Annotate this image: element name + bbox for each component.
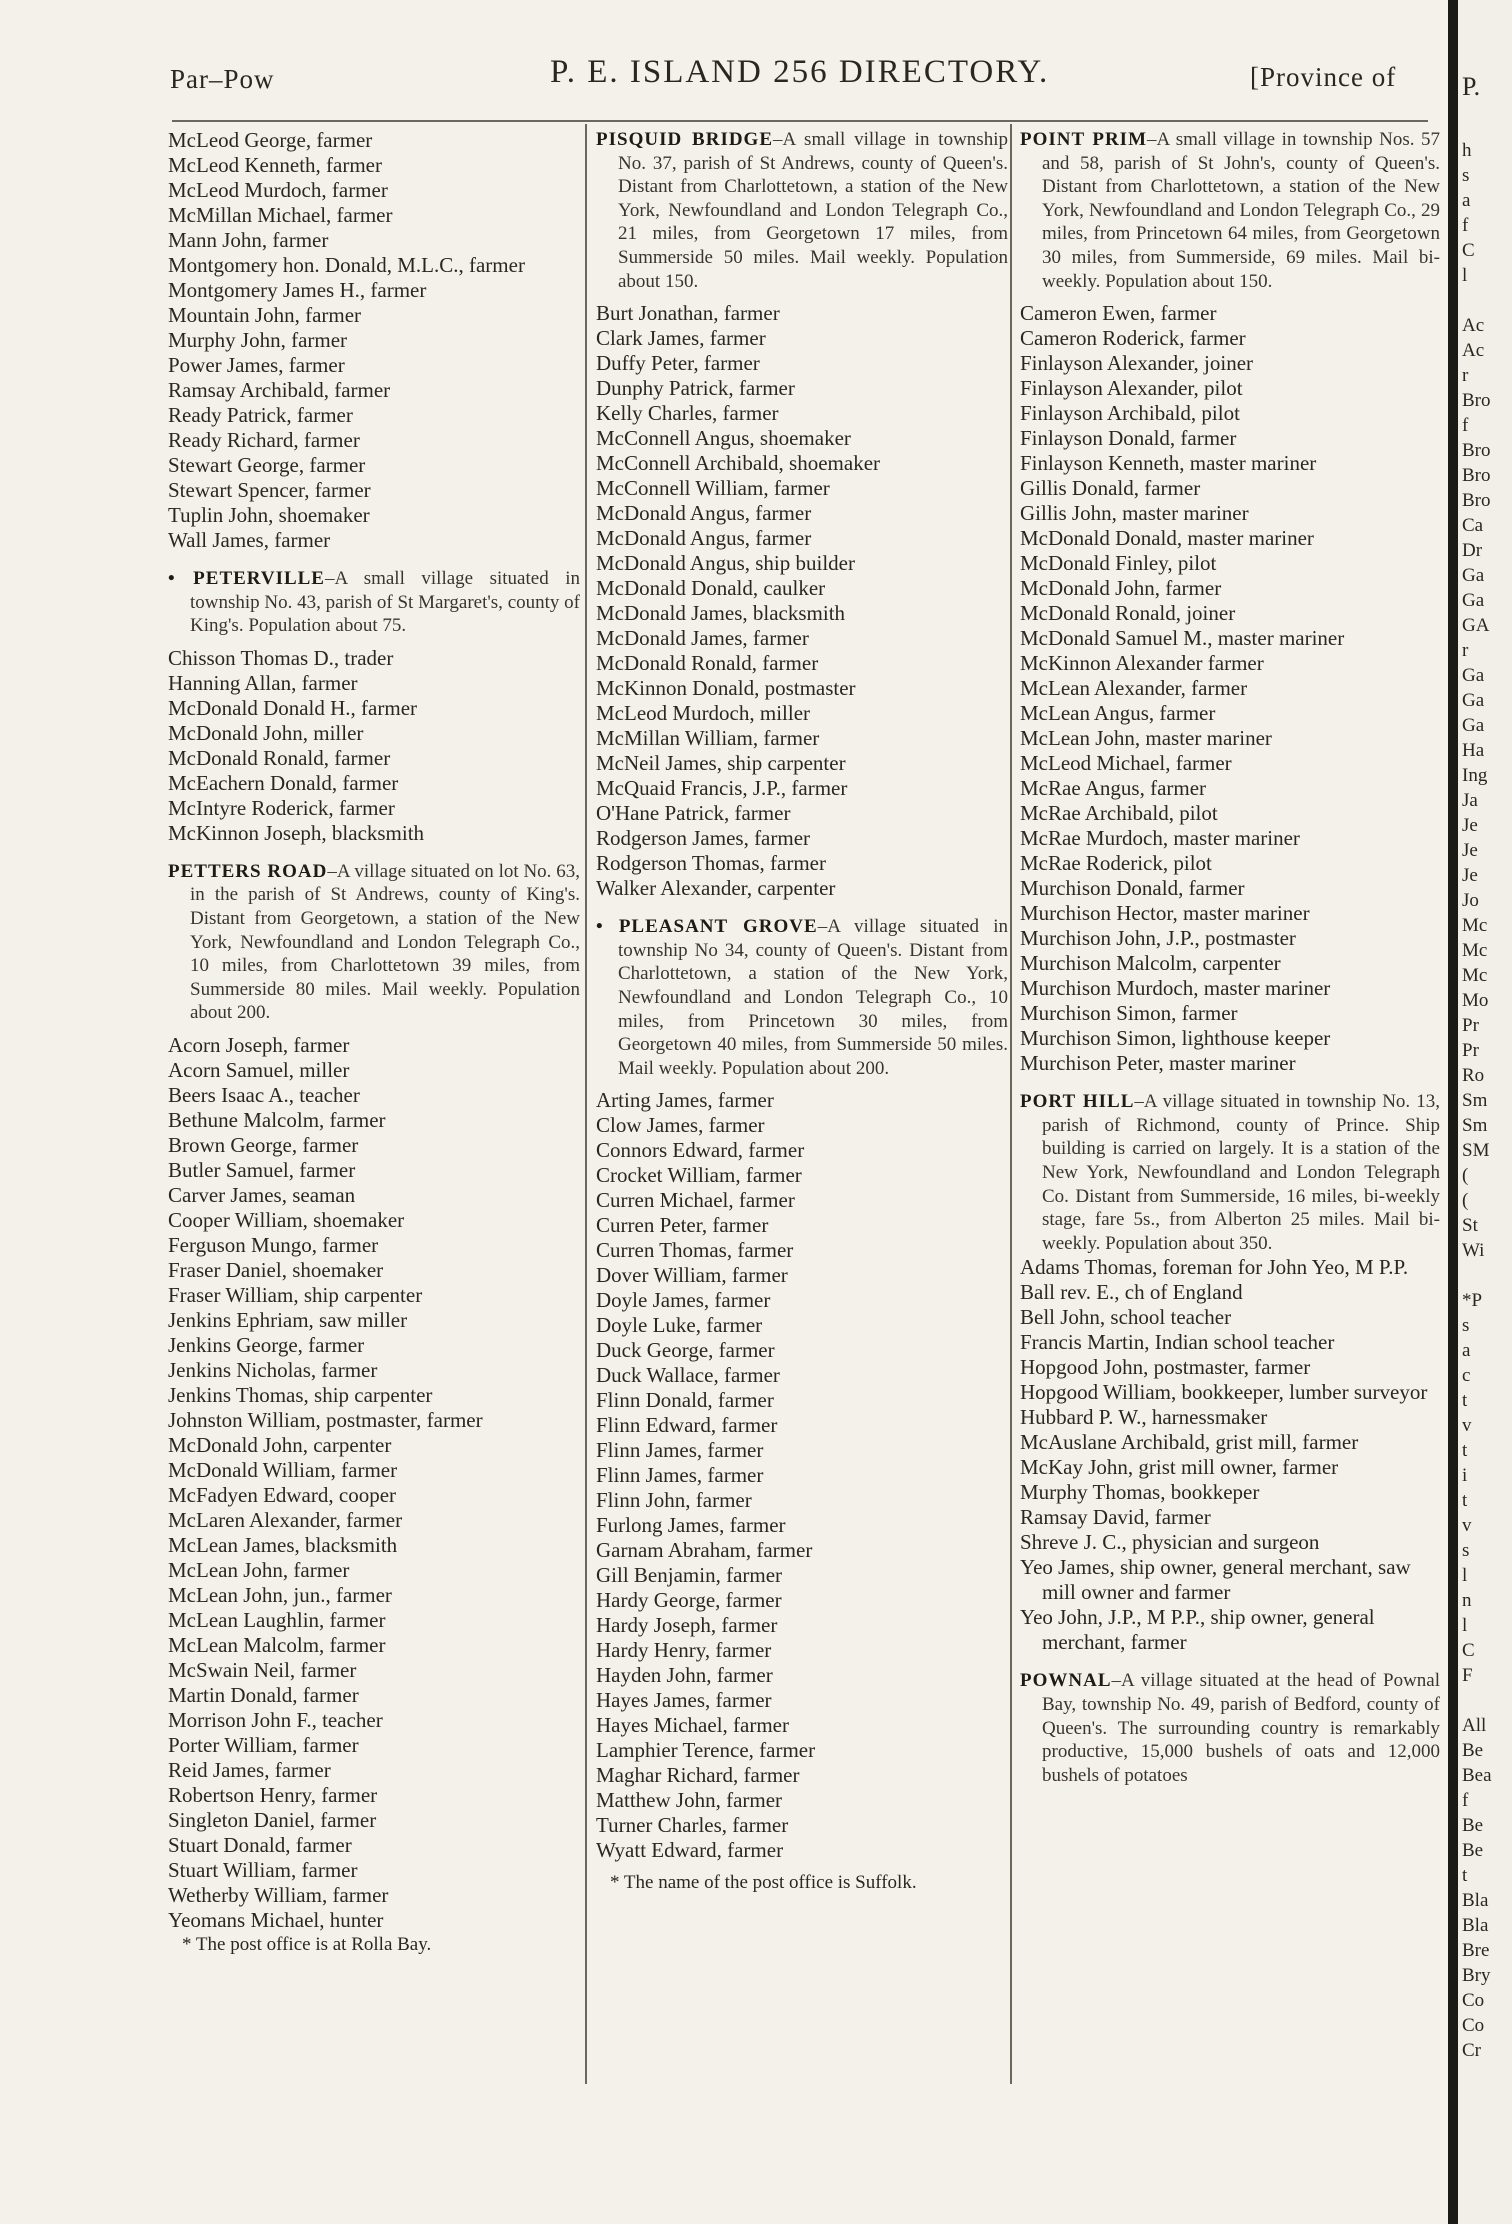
directory-entry: McDonald James, farmer bbox=[596, 626, 809, 651]
directory-entry: Montgomery hon. Donald, M.L.C., farmer bbox=[168, 253, 525, 277]
directory-entry: Jenkins Thomas, ship carpenter bbox=[168, 1382, 433, 1407]
directory-entry: Hayden John, farmer bbox=[596, 1663, 773, 1688]
next-page-fragment: Mo bbox=[1462, 990, 1489, 1011]
place-entry-pisquid-bridge bbox=[596, 128, 1008, 293]
next-page-fragment: Ac bbox=[1462, 340, 1485, 361]
directory-entry: Flinn Donald, farmer bbox=[596, 1388, 774, 1413]
directory-entry: McLeod George, farmer bbox=[168, 128, 373, 152]
next-page-fragment: Ro bbox=[1462, 1065, 1485, 1086]
directory-entry: McQuaid Francis, J.P., farmer bbox=[596, 776, 848, 801]
footnote: * The post office is at Rolla Bay. bbox=[182, 1933, 432, 1955]
directory-entry: Murchison Murdoch, master mariner bbox=[1020, 976, 1331, 1001]
directory-entry: Furlong James, farmer bbox=[596, 1513, 786, 1538]
directory-entry: Johnston William, postmaster, farmer bbox=[168, 1407, 483, 1432]
directory-entry: Yeomans Michael, hunter bbox=[168, 1907, 384, 1932]
directory-entry: McRae Archibald, pilot bbox=[1020, 801, 1218, 826]
next-page-fragment: Ca bbox=[1462, 515, 1484, 536]
column-2 bbox=[596, 128, 1008, 1895]
next-page-fragment: Mc bbox=[1462, 940, 1488, 961]
entry-list bbox=[596, 1088, 1008, 1863]
directory-entry: McKinnon Donald, postmaster bbox=[596, 676, 856, 701]
entry-list bbox=[168, 646, 580, 846]
place-entry-port-hill bbox=[1020, 1090, 1440, 1255]
place-description: –A small village in township No. 37, parish of St Andrews, county of Queen's. Distant from Charlottetown, a station of the New York, Newfoundland and London Telegraph Co., 21 miles, from Georgetown 17 miles, from Summerside 50 miles. Mail weekly. Population about 150. bbox=[618, 129, 1008, 292]
directory-entry: Jenkins George, farmer bbox=[168, 1332, 365, 1357]
next-page-fragment: a bbox=[1462, 190, 1471, 211]
directory-entry: Beers Isaac A., teacher bbox=[168, 1082, 360, 1107]
page-header bbox=[170, 52, 1430, 112]
book-gutter bbox=[1448, 0, 1458, 2224]
next-page-fragment: h bbox=[1462, 140, 1472, 161]
directory-entry: O'Hane Patrick, farmer bbox=[596, 801, 791, 826]
next-page-fragment: Ha bbox=[1462, 740, 1485, 761]
next-page-fragment: Co bbox=[1462, 1990, 1485, 2011]
directory-entry: McRae Murdoch, master mariner bbox=[1020, 826, 1300, 851]
directory-entry: Yeo John, J.P., M P.P., ship owner, general merchant, farmer bbox=[1020, 1605, 1375, 1655]
directory-entry: Hayes Michael, farmer bbox=[596, 1713, 789, 1738]
place-entry-peterville bbox=[168, 567, 580, 638]
next-page-fragment: Ing bbox=[1462, 765, 1488, 786]
directory-entry: Duffy Peter, farmer bbox=[596, 351, 760, 376]
next-page-fragment: ( bbox=[1462, 1190, 1469, 1211]
directory-entry: McDonald Ronald, farmer bbox=[168, 745, 391, 770]
column-divider-2 bbox=[1010, 124, 1012, 2084]
directory-entry: Cameron Ewen, farmer bbox=[1020, 301, 1217, 326]
header-title: P. E. ISLAND 256 DIRECTORY. bbox=[550, 54, 1050, 90]
next-page-fragment: Mc bbox=[1462, 915, 1488, 936]
directory-entry: Doyle James, farmer bbox=[596, 1288, 771, 1313]
directory-entry: Garnam Abraham, farmer bbox=[596, 1538, 813, 1563]
directory-entry: McDonald Angus, ship builder bbox=[596, 551, 855, 576]
place-description: –A village situated in township No 34, county of Queen's. Distant from Charlottetown, a station of the New York, Newfoundland and London Telegraph Co., 10 miles, from Princetown 30 miles, from Georgetown 40 miles, from Summerside 50 miles. Mail weekly. Population about 200. bbox=[618, 916, 1008, 1079]
directory-entry: Mountain John, farmer bbox=[168, 303, 362, 327]
directory-entry: McDonald Finley, pilot bbox=[1020, 551, 1217, 576]
directory-entry: McMillan Michael, farmer bbox=[168, 203, 393, 227]
directory-entry: Flinn James, farmer bbox=[596, 1463, 764, 1488]
next-page-fragment: All bbox=[1462, 1715, 1487, 1736]
directory-entry: Gill Benjamin, farmer bbox=[596, 1563, 783, 1588]
next-page-fragment: r bbox=[1462, 365, 1469, 386]
next-page-fragment: Bro bbox=[1462, 465, 1491, 486]
next-page-fragment: l bbox=[1462, 265, 1468, 286]
next-page-fragment: Be bbox=[1462, 1840, 1484, 1861]
next-page-fragment: Bea bbox=[1462, 1765, 1492, 1786]
next-page-fragment: Ja bbox=[1462, 790, 1478, 811]
directory-entry: Gillis John, master mariner bbox=[1020, 501, 1249, 526]
directory-entry: Stuart Donald, farmer bbox=[168, 1832, 352, 1857]
directory-entry: Porter William, farmer bbox=[168, 1732, 359, 1757]
next-page-fragment: Dr bbox=[1462, 540, 1483, 561]
directory-entry: Finlayson Kenneth, master mariner bbox=[1020, 451, 1317, 476]
directory-entry: Walker Alexander, carpenter bbox=[596, 876, 836, 901]
directory-entry: McDonald James, blacksmith bbox=[596, 601, 846, 626]
directory-entry: Murchison Malcolm, carpenter bbox=[1020, 951, 1281, 976]
directory-entry: Gillis Donald, farmer bbox=[1020, 476, 1201, 501]
directory-entry: Ferguson Mungo, farmer bbox=[168, 1232, 379, 1257]
directory-entry: McLean Malcolm, farmer bbox=[168, 1632, 386, 1657]
next-page-edge bbox=[1458, 0, 1512, 2224]
next-page-fragment: Pr bbox=[1462, 1040, 1479, 1061]
next-page-fragment: Ga bbox=[1462, 715, 1485, 736]
directory-entry: Cooper William, shoemaker bbox=[168, 1207, 405, 1232]
place-name: POINT PRIM bbox=[1020, 129, 1148, 150]
directory-entry: Burt Jonathan, farmer bbox=[596, 301, 780, 326]
next-page-fragment: Bre bbox=[1462, 1940, 1490, 1961]
directory-entry: Clark James, farmer bbox=[596, 326, 766, 351]
place-name: PETTERS ROAD bbox=[168, 860, 328, 882]
directory-entry: Hopgood John, postmaster, farmer bbox=[1020, 1355, 1311, 1380]
directory-entry: Rodgerson Thomas, farmer bbox=[596, 851, 826, 876]
next-page-fragment: Bla bbox=[1462, 1890, 1489, 1911]
directory-entry: McDonald John, farmer bbox=[1020, 576, 1222, 601]
directory-entry: Yeo James, ship owner, general merchant, saw mill owner and farmer bbox=[1020, 1555, 1411, 1605]
directory-entry: McLeod Murdoch, miller bbox=[596, 701, 811, 726]
directory-entry: McDonald Angus, farmer bbox=[596, 501, 812, 526]
directory-entry: Montgomery James H., farmer bbox=[168, 278, 427, 302]
directory-entry: McDonald John, carpenter bbox=[168, 1432, 392, 1457]
directory-entry: McLean John, farmer bbox=[168, 1557, 350, 1582]
place-description: –A village situated in township No. 13, parish of Richmond, county of Prince. Ship building is carried on largely. It is a station of the New York, Newfoundland and London Telegraph Co. Distant from Summerside, 16 miles, bi-weekly stage, fare 5s., from Alberton 25 miles. Mail bi-weekly. Population about 350. bbox=[1042, 1091, 1440, 1254]
next-page-fragment: n bbox=[1462, 1590, 1472, 1611]
next-page-fragment: Bro bbox=[1462, 490, 1491, 511]
directory-entry: McDonald William, farmer bbox=[168, 1457, 398, 1482]
directory-entry: McLeod Michael, farmer bbox=[1020, 751, 1232, 776]
next-page-fragment: SM bbox=[1462, 1140, 1490, 1161]
directory-entry: Ball rev. E., ch of England bbox=[1020, 1280, 1243, 1305]
place-description: –A small village situated in township No. 43, parish of St Margaret's, county of King's. Population about 75. bbox=[190, 568, 581, 637]
directory-entry: Murphy Thomas, bookkeper bbox=[1020, 1480, 1260, 1505]
directory-entry: Francis Martin, Indian school teacher bbox=[1020, 1330, 1335, 1355]
directory-entry: McRae Angus, farmer bbox=[1020, 776, 1207, 801]
directory-entry: Rodgerson James, farmer bbox=[596, 826, 811, 851]
next-page-fragment: C bbox=[1462, 240, 1475, 261]
directory-entry: Brown George, farmer bbox=[168, 1132, 359, 1157]
next-page-fragment: Co bbox=[1462, 2015, 1485, 2036]
directory-entry: Tuplin John, shoemaker bbox=[168, 503, 370, 527]
entry-list bbox=[168, 128, 580, 553]
directory-entry: McDonald Donald, caulker bbox=[596, 576, 826, 601]
directory-entry: Lamphier Terence, farmer bbox=[596, 1738, 816, 1763]
directory-entry: Hardy Henry, farmer bbox=[596, 1638, 772, 1663]
directory-entry: Mann John, farmer bbox=[168, 228, 329, 252]
directory-entry: Hardy Joseph, farmer bbox=[596, 1613, 778, 1638]
directory-entry: Murchison Donald, farmer bbox=[1020, 876, 1245, 901]
next-page-fragment: Ga bbox=[1462, 665, 1485, 686]
header-range: Par–Pow bbox=[170, 64, 275, 94]
next-page-fragment: s bbox=[1462, 1540, 1470, 1561]
directory-entry: McAuslane Archibald, grist mill, farmer bbox=[1020, 1430, 1359, 1455]
directory-entry: Cameron Roderick, farmer bbox=[1020, 326, 1246, 351]
next-page-fragment: Sm bbox=[1462, 1115, 1488, 1136]
directory-entry: Duck Wallace, farmer bbox=[596, 1363, 780, 1388]
directory-entry: Bell John, school teacher bbox=[1020, 1305, 1232, 1330]
next-page-fragment: s bbox=[1462, 165, 1470, 186]
directory-entry: Robertson Henry, farmer bbox=[168, 1782, 378, 1807]
directory-entry: McKinnon Joseph, blacksmith bbox=[168, 820, 425, 845]
next-page-fragment: v bbox=[1462, 1415, 1472, 1436]
directory-entry: Reid James, farmer bbox=[168, 1757, 331, 1782]
directory-entry: Fraser Daniel, shoemaker bbox=[168, 1257, 384, 1282]
next-page-fragment: f bbox=[1462, 1790, 1469, 1811]
directory-entry: McDonald Angus, farmer bbox=[596, 526, 812, 551]
directory-entry: Chisson Thomas D., trader bbox=[168, 645, 394, 670]
directory-entry: McMillan William, farmer bbox=[596, 726, 820, 751]
place-name: • PETERVILLE bbox=[168, 568, 325, 589]
next-page-fragment: Ga bbox=[1462, 590, 1485, 611]
next-page-fragment: Bro bbox=[1462, 390, 1491, 411]
directory-entry: Finlayson Alexander, joiner bbox=[1020, 351, 1254, 376]
next-page-fragment: v bbox=[1462, 1515, 1472, 1536]
directory-entry: Murchison Peter, master mariner bbox=[1020, 1051, 1296, 1076]
next-page-fragment: s bbox=[1462, 1315, 1470, 1336]
place-description: –A village situated on lot No. 63, in the parish of St Andrews, county of King's. Distant from Georgetown, a station of the New York, Newfoundland and London Telegraph Co., 10 miles, from Charlottetown 39 miles, from Summerside 80 miles. Mail weekly. Population about 200. bbox=[190, 860, 580, 1024]
directory-entry: Arting James, farmer bbox=[596, 1088, 774, 1113]
directory-entry: Carver James, seaman bbox=[168, 1182, 356, 1207]
next-page-fragment: c bbox=[1462, 1365, 1471, 1386]
directory-entry: Hubbard P. W., harnessmaker bbox=[1020, 1405, 1268, 1430]
next-page-fragment: Bry bbox=[1462, 1965, 1491, 1986]
directory-entry: Maghar Richard, farmer bbox=[596, 1763, 800, 1788]
directory-entry: Stewart Spencer, farmer bbox=[168, 478, 371, 502]
directory-entry: Wall James, farmer bbox=[168, 528, 331, 552]
place-name: PISQUID BRIDGE bbox=[596, 129, 774, 150]
directory-entry: Hardy George, farmer bbox=[596, 1588, 782, 1613]
directory-entry: Flinn John, farmer bbox=[596, 1488, 752, 1513]
next-page-fragment: t bbox=[1462, 1440, 1468, 1461]
header-province: [Province of bbox=[1250, 62, 1397, 92]
directory-entry: Murchison Hector, master mariner bbox=[1020, 901, 1310, 926]
next-page-fragment: GA bbox=[1462, 615, 1490, 636]
next-page-fragment: f bbox=[1462, 415, 1469, 436]
directory-entry: Jenkins Ephriam, saw miller bbox=[168, 1307, 408, 1332]
directory-entry: Murchison Simon, farmer bbox=[1020, 1001, 1238, 1026]
directory-entry: Bethune Malcolm, farmer bbox=[168, 1107, 386, 1132]
directory-entry: Curren Thomas, farmer bbox=[596, 1238, 794, 1263]
directory-entry: Finlayson Alexander, pilot bbox=[1020, 376, 1243, 401]
directory-entry: McLaren Alexander, farmer bbox=[168, 1507, 403, 1532]
next-page-fragment: Je bbox=[1462, 865, 1478, 886]
place-description: –A village situated at the head of Pownal Bay, township No. 49, parish of Bedford, county of Queen's. The surrounding country is remarkably productive, 15,000 bushels of oats and 12,000 bushels of potatoes bbox=[1042, 1670, 1440, 1786]
directory-entry: Doyle Luke, farmer bbox=[596, 1313, 763, 1338]
place-name: • PLEASANT GROVE bbox=[596, 916, 818, 938]
next-page-fragment: f bbox=[1462, 215, 1469, 236]
directory-entry: Curren Michael, farmer bbox=[596, 1188, 795, 1213]
place-entry-pownal bbox=[1020, 1669, 1440, 1787]
next-page-fragment: Ga bbox=[1462, 690, 1485, 711]
directory-entry: McDonald Donald, master mariner bbox=[1020, 526, 1314, 551]
directory-entry: Shreve J. C., physician and surgeon bbox=[1020, 1530, 1320, 1555]
directory-entry: Singleton Daniel, farmer bbox=[168, 1807, 377, 1832]
directory-entry: Wetherby William, farmer bbox=[168, 1882, 389, 1907]
next-page-fragment: St bbox=[1462, 1215, 1478, 1236]
next-page-fragment: t bbox=[1462, 1390, 1468, 1411]
directory-entry: McLeod Kenneth, farmer bbox=[168, 153, 382, 177]
entry-list bbox=[1020, 1255, 1440, 1655]
next-page-fragment: Be bbox=[1462, 1740, 1484, 1761]
directory-entry: Finlayson Donald, farmer bbox=[1020, 426, 1237, 451]
directory-entry: McKinnon Alexander farmer bbox=[1020, 651, 1264, 676]
directory-entry: Murchison John, J.P., postmaster bbox=[1020, 926, 1296, 951]
directory-entry: Acorn Samuel, miller bbox=[168, 1057, 350, 1082]
directory-entry: McLean Alexander, farmer bbox=[1020, 676, 1248, 701]
next-page-header: P. bbox=[1462, 72, 1481, 101]
entry-list bbox=[168, 1033, 580, 1933]
directory-entry: Dover William, farmer bbox=[596, 1263, 788, 1288]
directory-entry: Ramsay Archibald, farmer bbox=[168, 378, 391, 402]
directory-entry: McNeil James, ship carpenter bbox=[596, 751, 846, 776]
next-page-fragment: *P bbox=[1462, 1290, 1483, 1311]
column-3 bbox=[1020, 128, 1440, 1787]
next-page-fragment: Mc bbox=[1462, 965, 1488, 986]
directory-entry: McEachern Donald, farmer bbox=[168, 770, 399, 795]
next-page-fragment: a bbox=[1462, 1340, 1471, 1361]
next-page-fragment: ( bbox=[1462, 1165, 1469, 1186]
directory-entry: Power James, farmer bbox=[168, 353, 345, 377]
directory-entry: Dunphy Patrick, farmer bbox=[596, 376, 795, 401]
next-page-fragment: Bla bbox=[1462, 1915, 1489, 1936]
next-page-fragment: r bbox=[1462, 640, 1469, 661]
directory-entry: McLean James, blacksmith bbox=[168, 1532, 398, 1557]
directory-entry: Kelly Charles, farmer bbox=[596, 401, 779, 426]
directory-entry: McConnell William, farmer bbox=[596, 476, 830, 501]
directory-entry: Duck George, farmer bbox=[596, 1338, 775, 1363]
directory-entry: McLean John, jun., farmer bbox=[168, 1582, 392, 1607]
next-page-fragment: Jo bbox=[1462, 890, 1479, 911]
directory-entry: Wyatt Edward, farmer bbox=[596, 1838, 784, 1863]
directory-entry: Martin Donald, farmer bbox=[168, 1682, 359, 1707]
directory-entry: McDonald Donald H., farmer bbox=[168, 695, 418, 720]
directory-entry: Ready Patrick, farmer bbox=[168, 403, 353, 427]
directory-entry: Ready Richard, farmer bbox=[168, 428, 360, 452]
entry-list bbox=[1020, 301, 1440, 1076]
directory-entry: Acorn Joseph, farmer bbox=[168, 1032, 350, 1057]
directory-entry: Ramsay David, farmer bbox=[1020, 1505, 1211, 1530]
directory-entry: McSwain Neil, farmer bbox=[168, 1657, 357, 1682]
directory-entry: Murphy John, farmer bbox=[168, 328, 348, 352]
directory-entry: McDonald John, miller bbox=[168, 720, 364, 745]
column-divider-1 bbox=[585, 124, 587, 2084]
directory-entry: McIntyre Roderick, farmer bbox=[168, 795, 395, 820]
next-page-fragment: C bbox=[1462, 1640, 1475, 1661]
next-page-fragment: Cr bbox=[1462, 2040, 1481, 2061]
directory-entry: McLeod Murdoch, farmer bbox=[168, 178, 388, 202]
directory-entry: Flinn Edward, farmer bbox=[596, 1413, 778, 1438]
directory-entry: McDonald Ronald, farmer bbox=[596, 651, 819, 676]
header-rule bbox=[172, 120, 1428, 122]
next-page-fragment: Sm bbox=[1462, 1090, 1488, 1111]
directory-entry: Jenkins Nicholas, farmer bbox=[168, 1357, 378, 1382]
directory-entry: Turner Charles, farmer bbox=[596, 1813, 789, 1838]
directory-entry: Morrison John F., teacher bbox=[168, 1707, 383, 1732]
directory-entry: Stewart George, farmer bbox=[168, 453, 366, 477]
place-name: PORT HILL bbox=[1020, 1091, 1135, 1113]
directory-entry: Hanning Allan, farmer bbox=[168, 670, 358, 695]
directory-entry: Murchison Simon, lighthouse keeper bbox=[1020, 1026, 1331, 1051]
next-page-fragment: t bbox=[1462, 1490, 1468, 1511]
place-entry-petters-road bbox=[168, 860, 580, 1025]
place-name: POWNAL bbox=[1020, 1670, 1112, 1692]
next-page-fragment: l bbox=[1462, 1565, 1468, 1586]
place-entry-point-prim bbox=[1020, 128, 1440, 293]
next-page-fragment: Bro bbox=[1462, 440, 1491, 461]
footnote: * The name of the post office is Suffolk. bbox=[610, 1872, 917, 1894]
directory-entry: McLean John, master mariner bbox=[1020, 726, 1272, 751]
directory-entry: Flinn James, farmer bbox=[596, 1438, 764, 1463]
place-description: –A small village in township Nos. 57 and 58, parish of St John's, county of Queen's. Distant from Charlottetown, a station of the New York, Newfoundland and London Telegraph Co., 29 miles, from Princetown 64 miles, from Georgetown 30 miles, from Summerside, 69 miles. Mail bi-weekly. Population about 150. bbox=[1042, 129, 1441, 292]
directory-entry: McFadyen Edward, cooper bbox=[168, 1482, 397, 1507]
next-page-fragment: t bbox=[1462, 1865, 1468, 1886]
directory-entry: McDonald Samuel M., master mariner bbox=[1020, 626, 1345, 651]
next-page-fragment: Ac bbox=[1462, 315, 1485, 336]
directory-entry: Finlayson Archibald, pilot bbox=[1020, 401, 1240, 426]
directory-entry: Hayes James, farmer bbox=[596, 1688, 772, 1713]
next-page-fragment: F bbox=[1462, 1665, 1473, 1686]
next-page-fragment: Pr bbox=[1462, 1015, 1479, 1036]
next-page-fragment: l bbox=[1462, 1615, 1468, 1636]
column-1 bbox=[168, 128, 580, 1957]
entry-list bbox=[596, 301, 1008, 901]
directory-entry: Stuart William, farmer bbox=[168, 1857, 358, 1882]
directory-entry: Adams Thomas, foreman for John Yeo, M P.P. bbox=[1020, 1255, 1409, 1280]
directory-entry: McRae Roderick, pilot bbox=[1020, 851, 1212, 876]
next-page-fragment: Be bbox=[1462, 1815, 1484, 1836]
directory-entry: McLean Laughlin, farmer bbox=[168, 1607, 386, 1632]
directory-entry: Connors Edward, farmer bbox=[596, 1138, 805, 1163]
next-page-fragment: Wi bbox=[1462, 1240, 1485, 1261]
directory-entry: McConnell Archibald, shoemaker bbox=[596, 451, 881, 476]
directory-entry: Clow James, farmer bbox=[596, 1113, 765, 1138]
next-page-fragment: Ga bbox=[1462, 565, 1485, 586]
next-page-fragment: i bbox=[1462, 1465, 1468, 1486]
directory-entry: Butler Samuel, farmer bbox=[168, 1157, 356, 1182]
directory-entry: McKay John, grist mill owner, farmer bbox=[1020, 1455, 1339, 1480]
directory-entry: McDonald Ronald, joiner bbox=[1020, 601, 1236, 626]
directory-entry: Fraser William, ship carpenter bbox=[168, 1282, 423, 1307]
directory-entry: McLean Angus, farmer bbox=[1020, 701, 1216, 726]
next-page-fragment: Je bbox=[1462, 840, 1478, 861]
directory-entry: Crocket William, farmer bbox=[596, 1163, 802, 1188]
directory-entry: McConnell Angus, shoemaker bbox=[596, 426, 851, 451]
directory-entry: Curren Peter, farmer bbox=[596, 1213, 769, 1238]
directory-entry: Hopgood William, bookkeeper, lumber surveyor bbox=[1020, 1380, 1428, 1405]
place-entry-pleasant-grove bbox=[596, 915, 1008, 1080]
next-page-fragment: Je bbox=[1462, 815, 1478, 836]
directory-entry: Matthew John, farmer bbox=[596, 1788, 783, 1813]
